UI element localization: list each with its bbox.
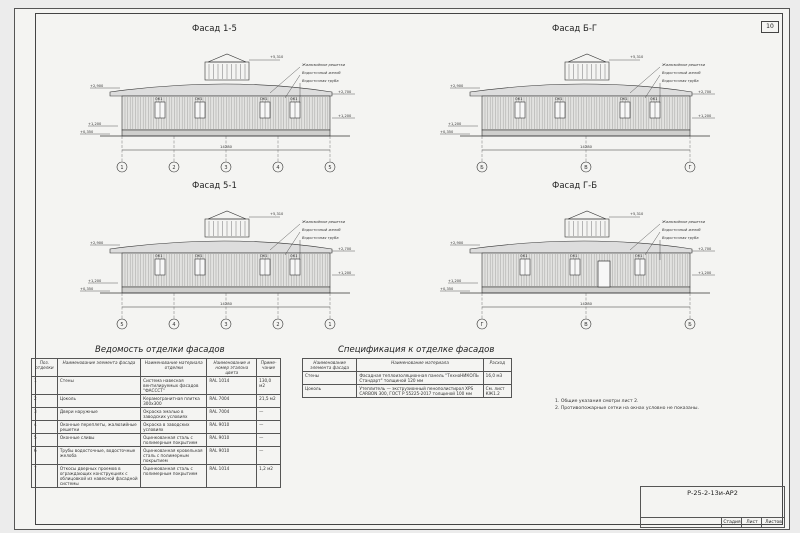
title-block-row: [641, 517, 784, 527]
document-code: Р-25-2-13и-АР2: [687, 489, 738, 497]
axis-label: Б: [688, 322, 692, 328]
callout-label: Водосточный желоб: [662, 228, 701, 232]
axis-label: 4: [276, 165, 280, 171]
facade-title: Фасад Б-Г: [552, 24, 598, 34]
window-label: ОК1: [290, 97, 298, 101]
callout-label: Водосточная труба: [662, 79, 699, 83]
note-2: 2. Противопожарные сетки на окнах условно не показаны.: [555, 406, 699, 411]
level-mark: +1,200: [338, 114, 352, 118]
axis-label: Г: [480, 322, 484, 328]
dimension-value: 14280: [580, 144, 593, 149]
finishes-cell: 130,0 м2: [257, 377, 281, 395]
finishes-cell: RAL 9010: [207, 434, 257, 447]
axis-label: В: [584, 322, 588, 328]
finishes-cell: Оконные сливы: [57, 434, 140, 447]
finishes-cell: RAL 7004: [207, 408, 257, 421]
vent-cap: [208, 211, 246, 219]
level-mark: +0,350: [440, 130, 454, 134]
finishes-row: [32, 395, 281, 408]
finishes-cell: Двери наружные: [57, 408, 140, 421]
axis-label: 1: [120, 165, 124, 171]
callout-label: Водосточный желоб: [302, 228, 341, 232]
vent-cap: [208, 54, 246, 62]
sheet-label: Лист: [741, 518, 762, 527]
facade-wall: [482, 253, 690, 287]
facade-elevation: [70, 38, 370, 178]
spec-header-1: Наименование материала: [357, 359, 483, 372]
window-label: ОК1: [195, 97, 203, 101]
window-label: ОК1: [520, 254, 528, 258]
level-mark: +2,900: [90, 84, 104, 88]
window-label: ОК1: [635, 254, 643, 258]
finishes-cell: Оцинкованная сталь с полимерным покрытием: [141, 465, 207, 488]
spec-cell: См. лист КЖ1.2: [483, 385, 511, 398]
finishes-cell: 3: [32, 408, 58, 421]
axis-label: В: [584, 165, 588, 171]
spec-row: [303, 385, 512, 398]
finishes-cell: RAL 7004: [207, 395, 257, 408]
finishes-table: [31, 358, 281, 488]
vent-cap: [568, 54, 606, 62]
finishes-header-2: Наименование материала отделки: [141, 359, 207, 377]
level-mark: +1,200: [88, 122, 102, 126]
axis-label: 2: [172, 165, 176, 171]
general-notes: [555, 398, 699, 412]
callout-label: Водосточный желоб: [662, 71, 701, 75]
level-mark: +5,310: [630, 212, 644, 216]
spec-cell: Утеплитель — экструзионный пенополистирол XPS CARBON 300, ГОСТ Р 55225-2017 толщиной 100 мм: [357, 385, 483, 398]
callout-label: Водосточная труба: [302, 79, 339, 83]
level-mark: +5,310: [630, 55, 644, 59]
level-mark: +5,310: [270, 55, 284, 59]
level-mark: +1,200: [698, 114, 712, 118]
callout-label: Водосточная труба: [302, 236, 339, 240]
finishes-cell: —: [257, 421, 281, 434]
spec-cell: Цоколь: [303, 385, 357, 398]
window-label: ОК1: [260, 254, 268, 258]
spec-table-title: Спецификация к отделке фасадов: [338, 345, 495, 355]
spec-cell: 16,0 м3: [483, 372, 511, 385]
finishes-header-4: Приме-чание: [257, 359, 281, 377]
callout-label: Водосточная труба: [662, 236, 699, 240]
spec-table: [302, 358, 512, 398]
axis-label: Б: [480, 165, 484, 171]
window-label: ОК1: [515, 97, 523, 101]
finishes-cell: RAL 9010: [207, 447, 257, 465]
finishes-cell: RAL 1014: [207, 377, 257, 395]
callout-label: Жалюзийные решетки: [662, 63, 706, 67]
plinth: [482, 130, 690, 136]
level-mark: +2,700: [698, 247, 712, 251]
finishes-cell: Окраска в заводских условиях: [141, 421, 207, 434]
finishes-cell: —: [257, 434, 281, 447]
axis-label: 3: [224, 165, 228, 171]
window-label: ОК1: [620, 97, 628, 101]
sheet-number: 10: [761, 21, 779, 33]
axis-label: 3: [224, 322, 228, 328]
finishes-row: [32, 377, 281, 395]
finishes-cell: Оцинкованная кровельная сталь с полимерным покрытием: [141, 447, 207, 465]
axis-label: Г: [688, 165, 692, 171]
level-mark: +1,200: [448, 279, 462, 283]
axis-label: 2: [276, 322, 280, 328]
level-mark: +1,200: [88, 279, 102, 283]
finishes-cell: Оконные переплеты, жалюзийные решетки: [57, 421, 140, 434]
dimension-value: 14280: [220, 301, 233, 306]
window-label: ОК1: [570, 254, 578, 258]
callout-label: Жалюзийные решетки: [302, 63, 346, 67]
finishes-row: [32, 434, 281, 447]
level-mark: +0,350: [80, 287, 94, 291]
finishes-header-0: Поз. отделки: [32, 359, 58, 377]
finishes-row: [32, 447, 281, 465]
finishes-cell: 4: [32, 421, 58, 434]
facade-title: Фасад 1-5: [192, 24, 237, 34]
plinth: [122, 130, 330, 136]
facade-title: Фасад 5-1: [192, 181, 237, 191]
finishes-cell: 1,2 м2: [257, 465, 281, 488]
finishes-table-title: Ведомость отделки фасадов: [95, 345, 225, 355]
finishes-cell: Откосы дверных проемов в ограждающих конструкциях с облицовкой из навесной фасадной системы: [57, 465, 140, 488]
window-label: ОК1: [290, 254, 298, 258]
axis-label: 5: [120, 322, 124, 328]
finishes-cell: 7: [32, 465, 58, 488]
level-mark: +1,200: [338, 271, 352, 275]
sheets-label: Листов: [761, 518, 785, 527]
window-label: ОК1: [260, 97, 268, 101]
door: [598, 261, 610, 287]
level-mark: +5,310: [270, 212, 284, 216]
axis-label: 5: [328, 165, 332, 171]
finishes-cell: Оцинкованная сталь с полимерным покрытием: [141, 434, 207, 447]
level-mark: +1,200: [448, 122, 462, 126]
finishes-row: [32, 408, 281, 421]
level-mark: +2,700: [338, 247, 352, 251]
spec-header-0: Наименование элемента фасада: [303, 359, 357, 372]
finishes-cell: 5: [32, 434, 58, 447]
spec-row: [303, 372, 512, 385]
window-label: ОК1: [650, 97, 658, 101]
callout-label: Водосточный желоб: [302, 71, 341, 75]
finishes-cell: —: [257, 447, 281, 465]
callout-label: Жалюзийные решетки: [662, 220, 706, 224]
axis-label: 1: [328, 322, 332, 328]
finishes-cell: RAL 9010: [207, 421, 257, 434]
window-label: ОК1: [555, 97, 563, 101]
finishes-cell: Окраска эмалью в заводских условиях: [141, 408, 207, 421]
roof-eave: [110, 241, 332, 253]
finishes-cell: 21,5 м2: [257, 395, 281, 408]
finishes-cell: RAL 1014: [207, 465, 257, 488]
spec-header-2: Расход: [483, 359, 511, 372]
finishes-header-1: Наименование элемента фасада: [57, 359, 140, 377]
finishes-cell: Трубы водосточные, водосточные желоба: [57, 447, 140, 465]
finishes-cell: Система навесная вентилируемых фасадов "ФАСССТ": [141, 377, 207, 395]
dimension-value: 14280: [220, 144, 233, 149]
window-label: ОК1: [195, 254, 203, 258]
level-mark: +2,900: [450, 241, 464, 245]
roof-eave: [470, 241, 692, 253]
finishes-cell: Керамогранитная плитка 300х300: [141, 395, 207, 408]
spec-cell: Стены: [303, 372, 357, 385]
title-block: [640, 486, 785, 528]
level-mark: +2,900: [90, 241, 104, 245]
stage-label: Стадия: [721, 518, 742, 527]
note-1: 1. Общие указания смотри лист 2.: [555, 399, 639, 404]
window-label: ОК1: [155, 254, 163, 258]
plinth: [482, 287, 690, 293]
facade-elevation: [430, 195, 730, 335]
finishes-row: [32, 465, 281, 488]
finishes-header-3: Наименование и номер эталона цвета: [207, 359, 257, 377]
roof-eave: [470, 84, 692, 96]
spec-cell: Фасадная теплоизоляционная панель "ТехноНИКОЛЬ Стандарт" толщиной 120 мм: [357, 372, 483, 385]
window-label: ОК1: [155, 97, 163, 101]
level-mark: +0,350: [440, 287, 454, 291]
level-mark: +1,200: [698, 271, 712, 275]
axis-label: 4: [172, 322, 176, 328]
level-mark: +2,900: [450, 84, 464, 88]
finishes-row: [32, 421, 281, 434]
level-mark: +2,700: [698, 90, 712, 94]
roof-eave: [110, 84, 332, 96]
finishes-cell: 1: [32, 377, 58, 395]
finishes-cell: 6: [32, 447, 58, 465]
level-mark: +2,700: [338, 90, 352, 94]
finishes-cell: Стены: [57, 377, 140, 395]
facade-title: Фасад Г-Б: [552, 181, 598, 191]
facade-elevation: [430, 38, 730, 178]
facade-elevation: [70, 195, 370, 335]
callout-label: Жалюзийные решетки: [302, 220, 346, 224]
dimension-value: 14280: [580, 301, 593, 306]
finishes-cell: Цоколь: [57, 395, 140, 408]
vent-cap: [568, 211, 606, 219]
level-mark: +0,350: [80, 130, 94, 134]
plinth: [122, 287, 330, 293]
finishes-cell: —: [257, 408, 281, 421]
finishes-cell: 2: [32, 395, 58, 408]
